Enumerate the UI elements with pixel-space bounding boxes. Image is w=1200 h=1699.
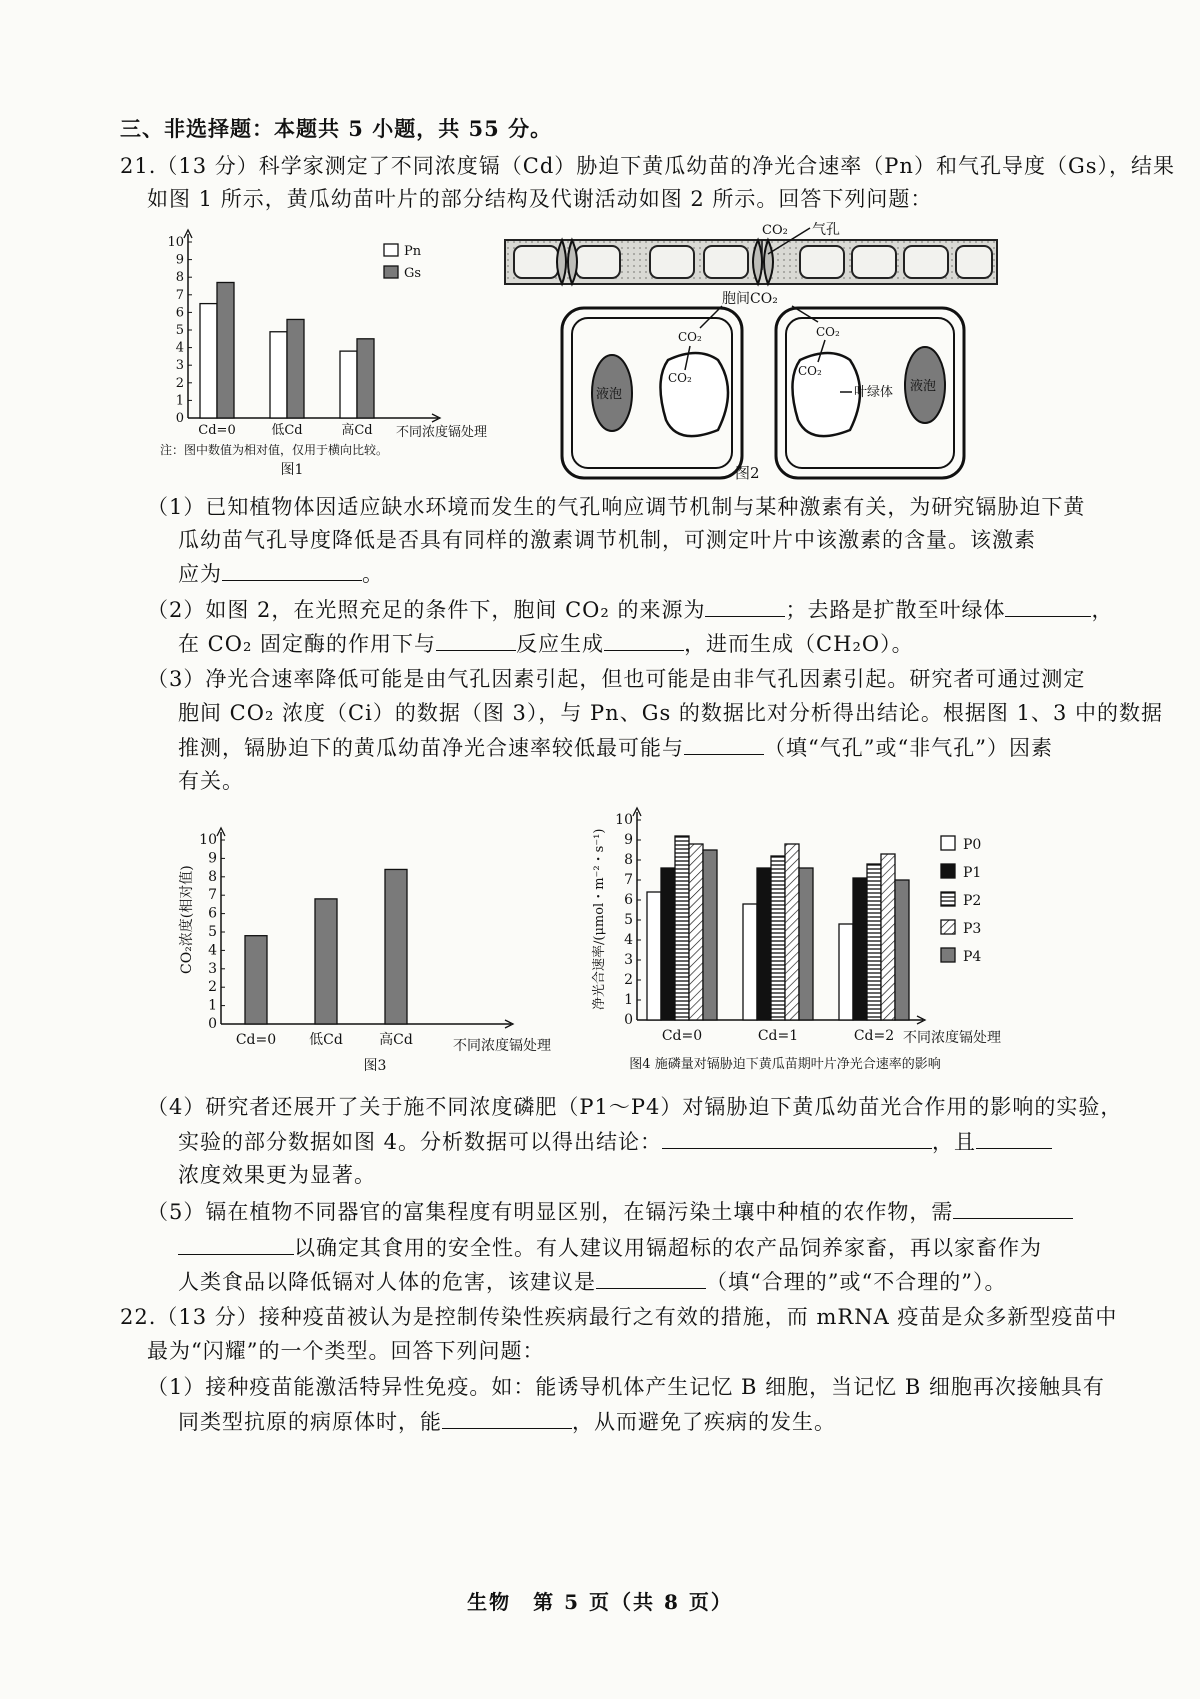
- bar-p2: [675, 836, 689, 1020]
- y-tick-label: 4: [624, 932, 633, 948]
- q21-p1-line2: 瓜幼苗气孔导度降低是否具有同样的激素调节机制，可测定叶片中该激素的含量。该激素: [178, 528, 1036, 552]
- bar-p1: [661, 868, 675, 1020]
- answer-blank-chloroplast-site[interactable]: [1005, 596, 1091, 617]
- q22-p1-line2-text: 同类型抗原的病原体时，能: [178, 1410, 442, 1434]
- answer-blank-test-part2[interactable]: [178, 1234, 294, 1255]
- answer-blank-reasonable[interactable]: [596, 1268, 706, 1289]
- q22-p1-line2-end: ，从而避免了疾病的发生。: [572, 1410, 836, 1434]
- bar-pn: [200, 304, 217, 418]
- figure-3-caption: 图3: [363, 1058, 387, 1074]
- q22-intro-line2: 最为“闪耀”的一个类型。回答下列问题：: [147, 1339, 545, 1363]
- legend-swatch: [384, 266, 398, 278]
- answer-blank-co2-source[interactable]: [705, 596, 785, 617]
- y-tick-label: 2: [175, 375, 184, 391]
- bar-p2: [771, 856, 785, 1020]
- q21-p3-line1: （3）净光合速率降低可能是由气孔因素引起，但也可能是由非气孔因素引起。研究者可通过测定: [147, 667, 1086, 691]
- y-axis-label: 净光合速率/(μmol・m⁻²・s⁻¹): [592, 828, 607, 1010]
- y-tick-label: 10: [167, 235, 184, 250]
- y-tick-label: 8: [208, 868, 217, 885]
- y-tick-label: 7: [208, 887, 217, 904]
- bar-pn: [340, 351, 357, 418]
- q21-p5-line3-end: （填“合理的”或“不合理的”）。: [706, 1270, 1007, 1294]
- bar-gs: [357, 339, 374, 418]
- answer-blank-factor[interactable]: [684, 734, 764, 755]
- answer-blank-hormone[interactable]: [222, 560, 362, 581]
- bar-p3: [689, 844, 703, 1020]
- bar-p4: [895, 880, 909, 1020]
- q21-p1-line3-text: 应为: [178, 562, 222, 586]
- q21-p2-line2-end: ，进而生成（CH₂O）。: [684, 632, 914, 656]
- q21-p2-line2-text: 在 CO₂ 固定酶的作用下与: [178, 632, 437, 656]
- y-tick-label: 5: [175, 323, 184, 338]
- fig2-co2-d: CO₂: [798, 364, 822, 378]
- y-tick-label: 7: [624, 872, 633, 888]
- bar-p4: [799, 868, 813, 1020]
- bar-p1: [757, 868, 771, 1020]
- q21-p1-line3: [178, 560, 384, 587]
- q21-p2-line1-mid: ；去路是扩散至叶绿体: [785, 598, 1006, 622]
- fig2-co2-a: CO₂: [678, 330, 702, 344]
- q21-p5-line1-text: （5）镉在植物不同器官的富集程度有明显区别，在镉污染土壤中种植的农作物，需: [147, 1200, 954, 1224]
- legend-label: Pn: [404, 244, 422, 259]
- legend-label: P2: [963, 893, 982, 909]
- answer-blank-product[interactable]: [604, 630, 684, 651]
- y-tick-label: 6: [175, 305, 184, 321]
- q21-p2-line1-text: （2）如图 2，在光照充足的条件下，胞间 CO₂ 的来源为: [147, 598, 706, 622]
- bar-p0: [647, 892, 661, 1020]
- y-tick-label: 10: [615, 812, 633, 828]
- legend-swatch: [941, 948, 955, 962]
- fig2-co2-top-label: CO₂: [762, 223, 788, 238]
- figure-2-caption: 图2: [735, 464, 760, 482]
- y-tick-label: 2: [624, 972, 633, 988]
- legend-label: P4: [963, 949, 982, 965]
- bar-co2: [385, 869, 407, 1024]
- x-axis-label: 不同浓度镉处理: [903, 1030, 1001, 1046]
- x-category-label: Cd=0: [661, 1028, 703, 1044]
- q22-p1-line2: [178, 1408, 836, 1435]
- x-category-label: 低Cd: [309, 1032, 343, 1048]
- q21-p3-line3-end: （填“气孔”或“非气孔”）因素: [764, 736, 1053, 760]
- q21-p5-line1: [147, 1198, 1073, 1225]
- bar-gs: [217, 282, 234, 418]
- bar-p3: [785, 844, 799, 1020]
- right-mesophyll-cell: [776, 308, 964, 478]
- legend-swatch: [941, 864, 955, 878]
- epidermis-cells: [505, 240, 997, 284]
- x-axis-label: 不同浓度镉处理: [453, 1038, 551, 1054]
- y-tick-label: 0: [624, 1012, 633, 1028]
- y-tick-label: 3: [208, 960, 217, 977]
- figure-3-chart: [175, 812, 575, 1074]
- bar-pn: [270, 332, 287, 418]
- q21-p2-line1: [147, 596, 1113, 623]
- q21-intro-line2: 如图 1 所示，黄瓜幼苗叶片的部分结构及代谢活动如图 2 所示。回答下列问题：: [147, 187, 933, 211]
- y-tick-label: 6: [208, 905, 217, 922]
- y-tick-label: 5: [208, 924, 217, 940]
- bar-co2: [315, 899, 337, 1024]
- fig2-intercellular-co2-label: 胞间CO₂: [722, 291, 778, 307]
- answer-blank-best-concentration[interactable]: [976, 1128, 1052, 1149]
- chloroplast-left: [660, 353, 728, 436]
- bar-p2: [867, 864, 881, 1020]
- x-category-label: 低Cd: [271, 423, 303, 438]
- bar-p3: [881, 854, 895, 1020]
- answer-blank-reactant[interactable]: [436, 630, 516, 651]
- q21-p3-line3: [178, 734, 1053, 761]
- fig2-stomata-label: 气孔: [812, 222, 840, 238]
- y-tick-label: 4: [175, 340, 184, 356]
- y-tick-label: 6: [624, 892, 633, 908]
- fig2-chloroplast-label: 叶绿体: [854, 385, 894, 400]
- y-tick-label: 9: [208, 850, 217, 867]
- fig2-vacuole-left-label: 液泡: [596, 387, 623, 402]
- figure-1-chart: [160, 222, 490, 488]
- y-tick-label: 1: [208, 997, 217, 1014]
- q21-p1-line3-end: 。: [362, 562, 384, 586]
- left-mesophyll-cell: [562, 308, 742, 478]
- bar-gs: [287, 319, 304, 418]
- legend-swatch: [941, 920, 955, 934]
- q21-p4-line2-text: 实验的部分数据如图 4。分析数据可以得出结论：: [178, 1130, 663, 1154]
- q21-p4-line2: [178, 1128, 1052, 1155]
- q21-p3-line4: 有关。: [178, 769, 244, 793]
- legend-label: P0: [963, 837, 982, 853]
- bar-p0: [743, 904, 757, 1020]
- y-tick-label: 3: [624, 952, 633, 968]
- legend-swatch: [941, 836, 955, 850]
- fig2-vacuole-right-label: 液泡: [910, 379, 937, 394]
- fig2-co2-b: CO₂: [668, 371, 692, 385]
- bar-p0: [839, 924, 853, 1020]
- q21-p2-line2-mid: 反应生成: [516, 632, 605, 656]
- y-tick-label: 7: [175, 287, 184, 303]
- q21-p4-line2-mid: ，且: [932, 1130, 977, 1154]
- answer-blank-conclusion[interactable]: [662, 1128, 932, 1149]
- legend-label: P3: [963, 921, 982, 937]
- figure-1-note: 注：图中数值为相对值，仅用于横向比较。: [160, 443, 389, 457]
- q21-p4-line3: 浓度效果更为显著。: [178, 1163, 376, 1187]
- q21-p5-line3-text: 人类食品以降低镉对人体的危害，该建议是: [178, 1270, 596, 1294]
- y-tick-label: 1: [624, 992, 633, 1008]
- legend-label: Gs: [404, 266, 422, 281]
- figure-4-caption: 图4 施磷量对镉胁迫下黄瓜苗期叶片净光合速率的影响: [629, 1057, 941, 1072]
- figure-1-caption: 图1: [280, 462, 304, 478]
- y-tick-label: 9: [175, 252, 184, 268]
- bar-p4: [703, 850, 717, 1020]
- q21-p5-line2: [178, 1234, 1042, 1261]
- y-tick-label: 5: [624, 912, 633, 928]
- fig2-co2-c: CO₂: [816, 325, 840, 339]
- y-tick-label: 10: [199, 832, 217, 848]
- y-tick-label: 9: [624, 832, 633, 848]
- x-axis-label: 不同浓度镉处理: [396, 425, 488, 440]
- x-category-label: Cd=0: [235, 1032, 277, 1048]
- y-axis-label: CO₂浓度(相对值): [179, 865, 195, 974]
- q21-p3-line2: 胞间 CO₂ 浓度（Ci）的数据（图 3），与 Pn、Gs 的数据比对分析得出结论。根据图 1、3 中的数据: [178, 701, 1164, 725]
- q21-p4-line1: （4）研究者还展开了关于施不同浓度磷肥（P1～P4）对镉胁迫下黄瓜幼苗光合作用的影响的实验，: [147, 1095, 1123, 1119]
- q22-intro-line1: 22.（13 分）接种疫苗被认为是控制传染性疾病最行之有效的措施，而 mRNA 疫苗是众多新型疫苗中: [120, 1305, 1118, 1329]
- legend-swatch: [941, 892, 955, 906]
- answer-blank-memory-b[interactable]: [442, 1408, 572, 1429]
- x-category-label: Cd=1: [757, 1028, 799, 1044]
- x-category-label: Cd=0: [198, 423, 236, 438]
- q21-p1-line1: （1）已知植物体因适应缺水环境而发生的气孔响应调节机制与某种激素有关，为研究镉胁迫下黄: [147, 495, 1086, 519]
- section-heading: 三、非选择题：本题共 5 小题，共 55 分。: [120, 116, 553, 141]
- y-tick-label: 4: [208, 942, 217, 959]
- q21-p5-line3: [178, 1268, 1006, 1295]
- y-tick-label: 0: [208, 1016, 217, 1032]
- bar-co2: [245, 936, 267, 1024]
- y-tick-label: 2: [208, 979, 217, 996]
- figure-2-diagram: [500, 210, 1005, 488]
- q21-p2-line1-end: ，: [1091, 598, 1114, 622]
- y-tick-label: 3: [175, 358, 184, 374]
- q21-p3-line3-text: 推测，镉胁迫下的黄瓜幼苗净光合速率较低最可能与: [178, 736, 684, 760]
- q21-p2-line2: [178, 630, 914, 657]
- legend-swatch: [384, 244, 398, 256]
- q21-intro-line1: 21.（13 分）科学家测定了不同浓度镉（Cd）胁迫下黄瓜幼苗的净光合速率（Pn）和气孔导度（Gs），结果: [120, 154, 1176, 178]
- legend-label: P1: [963, 865, 982, 881]
- x-category-label: 高Cd: [379, 1032, 413, 1048]
- q22-p1-line1: （1）接种疫苗能激活特异性免疫。如：能诱导机体产生记忆 B 细胞，当记忆 B 细胞再次接触具有: [147, 1375, 1105, 1399]
- page-footer: 生物 第 5 页（共 8 页）: [467, 1590, 733, 1614]
- x-category-label: Cd=2: [853, 1028, 895, 1044]
- y-tick-label: 1: [175, 393, 184, 409]
- bar-p1: [853, 878, 867, 1020]
- y-tick-label: 8: [175, 270, 184, 286]
- y-tick-label: 8: [624, 852, 633, 868]
- answer-blank-test-part1[interactable]: [953, 1198, 1073, 1219]
- figure-4-chart: [585, 800, 1025, 1078]
- y-tick-label: 0: [175, 411, 184, 426]
- q21-p5-line2-text: 以确定其食用的安全性。有人建议用镉超标的农产品饲养家畜，再以家畜作为: [294, 1236, 1042, 1260]
- x-category-label: 高Cd: [341, 423, 373, 438]
